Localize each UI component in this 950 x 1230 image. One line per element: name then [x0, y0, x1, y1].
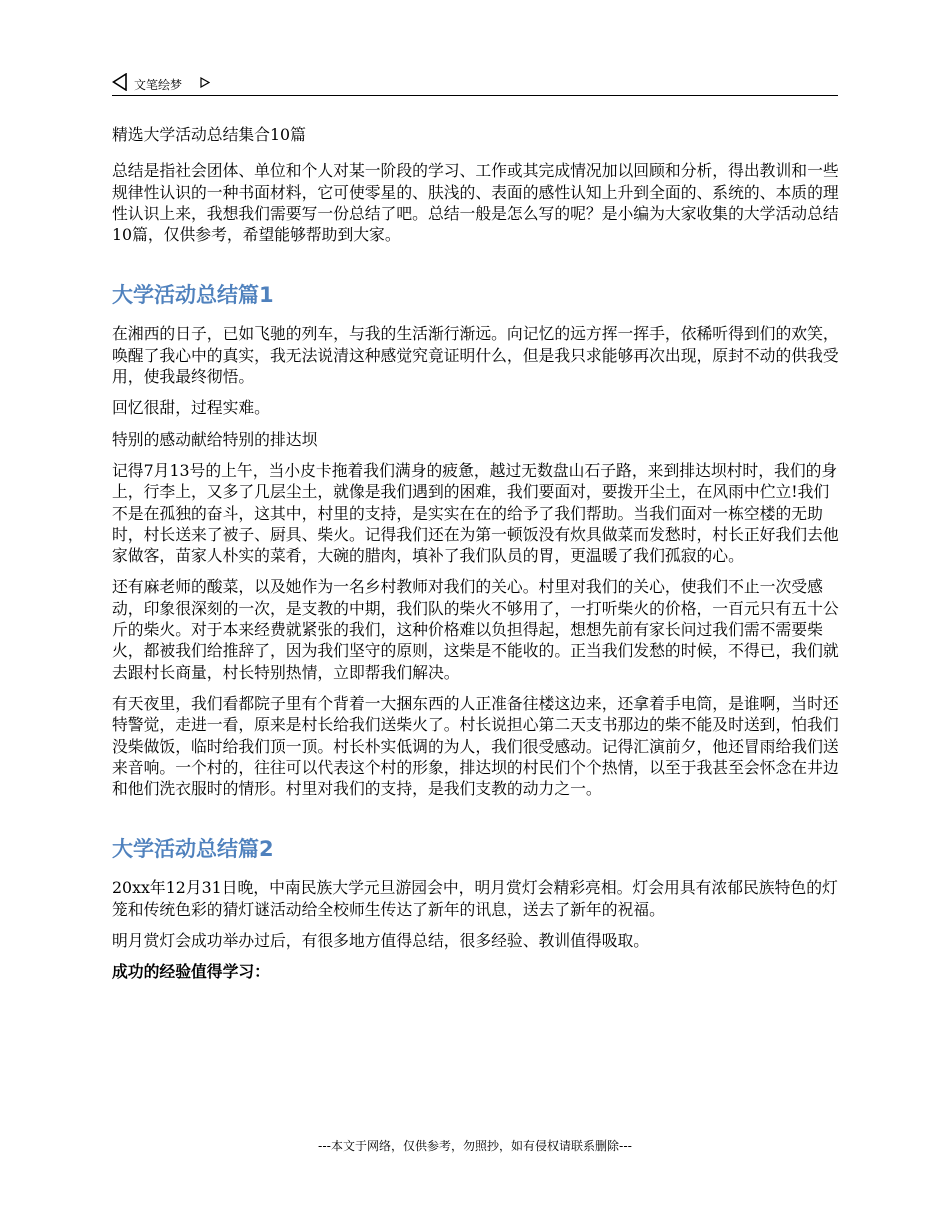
paragraph: 有天夜里，我们看都院子里有个背着一大捆东西的人正准备往楼这边来，还拿着手电筒，是谁啊，当时还特警觉，走进一看，原来是村长给我们送柴火了。村长说担心第二天支书那边的柴不能及时送到，怕我们没柴做饭，临时给我们顶一顶。村长朴实低调的为人，我们很受感动。记得汇演前夕，他还冒雨给我们送来音响。一个村的，往往可以代表这个村的形象，排达坝的村民们个个热情，以至于我甚至会怀念在井边和他们洗衣服时的情形。村里对我们的支持，是我们支教的动力之一。: [112, 693, 839, 799]
section-heading-1: 大学活动总结篇1: [112, 283, 274, 308]
triangle-right-icon: [200, 77, 210, 88]
document-page: [112, 0, 840, 1230]
triangle-left-icon: [112, 73, 128, 91]
section-heading-2: 大学活动总结篇2: [112, 837, 274, 862]
header-brand: 文笔绘梦: [134, 78, 183, 92]
paragraph: 还有麻老师的酸菜，以及她作为一名乡村教师对我们的关心。村里对我们的关心，使我们不止一次受感动，印象很深刻的一次，是支教的中期，我们队的柴火不够用了，一打听柴火的价格，一百元只有五十公斤的柴火。对于本来经费就紧张的我们，这种价格难以负担得起，想想先前有家长问过我们需不需要柴火，都被我们给推辞了，因为我们坚守的原则，这柴是不能收的。正当我们发愁的时候，不得已，我们就去跟村长商量，村长特别热情，立即帮我们解决。: [112, 577, 839, 682]
page-header: [112, 72, 838, 96]
document-content: [112, 124, 840, 993]
paragraph: 明月赏灯会成功举办过后，有很多地方值得总结，很多经验、教训值得吸取。: [112, 931, 650, 951]
bold-subheading: 成功的经验值得学习：: [112, 962, 270, 982]
paragraph: 记得7月13号的上午，当小皮卡拖着我们满身的疲惫，越过无数盘山石子路，来到排达坝村时，我们的身上，行李上，又多了几层尘土，就像是我们遇到的困难，我们要面对，要拨开尘土，在风雨中伫立!我们不是在孤独的奋斗，这其中，村里的支持，是实实在在的给予了我们帮助。当我们面对一栋空楼的无助时，村长送来了被子、厨具、柴火。记得我们还在为第一顿饭没有炊具做菜而发愁时，村长正好我们去他家做客，苗家人朴实的菜肴，大碗的腊肉，填补了我们队员的胃，更温暖了我们孤寂的心。: [112, 460, 839, 566]
paragraph: 20xx年12月31日晚，中南民族大学元旦游园会中，明月赏灯会精彩亮相。灯会用具有浓郁民族特色的灯笼和传统色彩的猜灯谜活动给全校师生传达了新年的讯息，送去了新年的祝福。: [112, 878, 838, 919]
intro-paragraph: 总结是指社会团体、单位和个人对某一阶段的学习、工作或其完成情况加以回顾和分析，得出教训和一些规律性认识的一种书面材料，它可使零星的、肤浅的、表面的感性认知上升到全面的、系统的、本质的理性认识上来，我想我们需要写一份总结了吧。总结一般是怎么写的呢？是小编为大家收集的大学活动总结10篇，仅供参考，希望能够帮助到大家。: [112, 161, 839, 245]
paragraph: 在湘西的日子，已如飞驰的列车，与我的生活渐行渐远。向记忆的远方挥一挥手，依稀听得到们的欢笑，唤醒了我心中的真实，我无法说清这种感觉究竟证明什么，但是我只求能够再次出现，原封不动的供我受用，使我最终彻悟。: [112, 324, 839, 387]
paragraph: 回忆很甜，过程实难。: [112, 398, 270, 418]
paragraph: 特别的感动献给特别的排达坝: [112, 429, 318, 449]
document-title: 精选大学活动总结集合10篇: [112, 125, 306, 144]
page-footer: ---本文于网络，仅供参考，勿照抄，如有侵权请联系删除---: [318, 1139, 632, 1153]
